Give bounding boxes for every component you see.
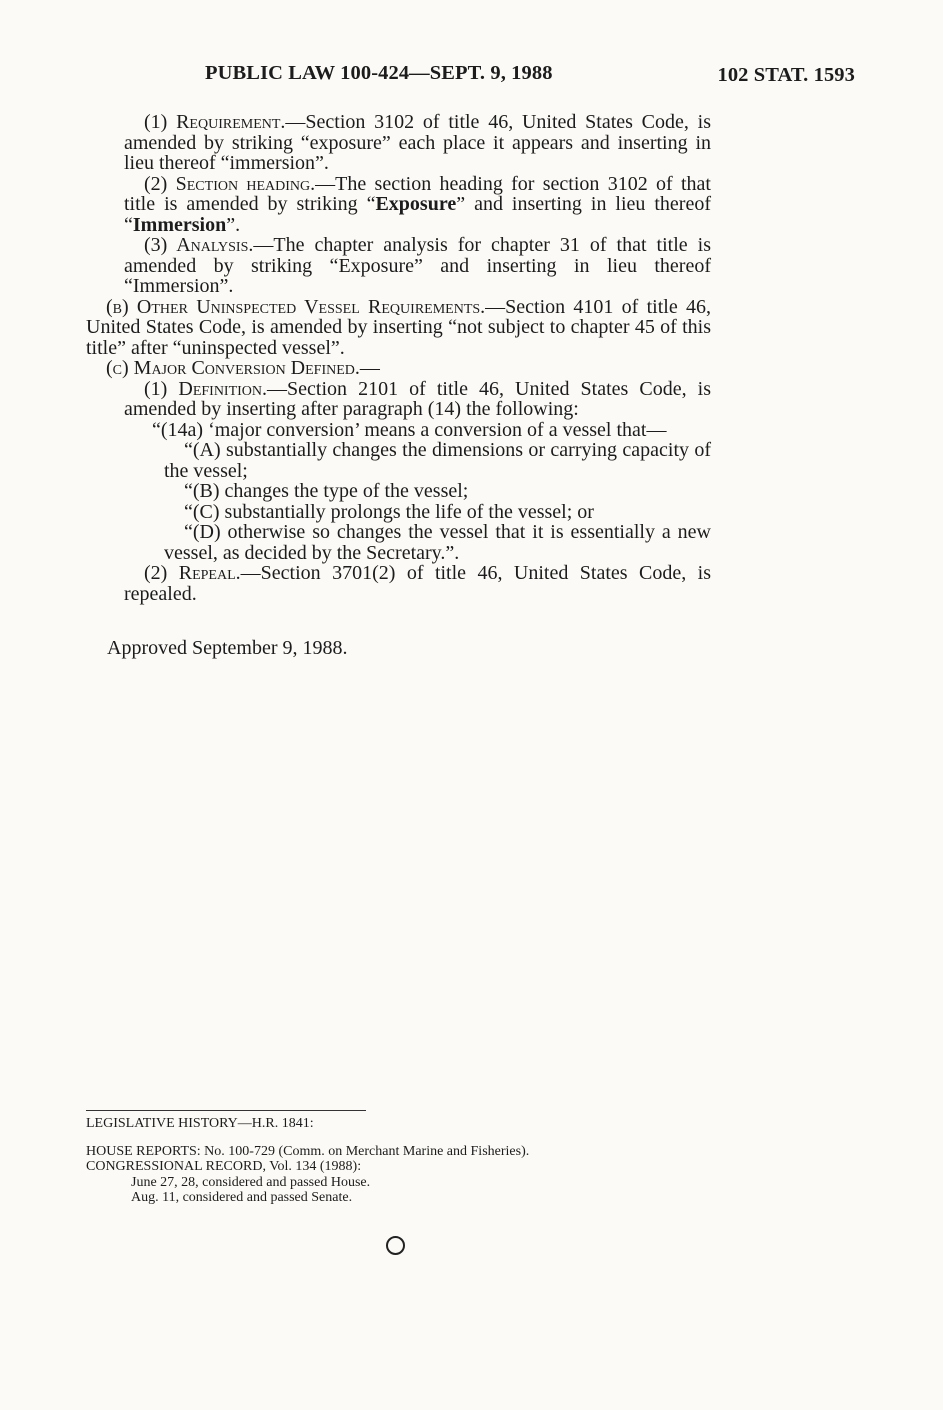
- definition-14a: “(14a) ‘major conversion’ means a conversion of a vessel that—: [152, 418, 667, 441]
- record-entry-june: June 27, 28, considered and passed House.: [131, 1174, 371, 1190]
- definition-clause-d: “(D) otherwise so changes the vessel that it is essentially a new vessel, as decided by the Secretary.”.: [164, 521, 711, 564]
- subsection-heading: (c) Major Conversion Defined.: [106, 357, 360, 379]
- record-entry-aug: Aug. 11, considered and passed Senate.: [131, 1190, 353, 1205]
- definition-clause-b: “(B) changes the type of the vessel;: [184, 480, 469, 502]
- definition-clause-a: “(A) substantially changes the dimensions or carrying capacity of the vessel;: [164, 439, 711, 482]
- spacer: [86, 1132, 706, 1144]
- paragraph-text: ” and inserting in lieu thereof “: [124, 193, 711, 236]
- paragraph-requirement: [86, 112, 711, 174]
- paragraph-heading: (1) Definition.: [144, 377, 268, 400]
- paragraph-text: —The chapter analysis for chapter 31 of that title is amended by striking “Exposure” and inserting in lieu thereof “Immersion”.: [124, 234, 711, 297]
- page-header: [205, 62, 855, 90]
- subsection-c: [86, 358, 711, 379]
- paragraph-heading: (2) Repeal.: [144, 562, 241, 584]
- subsection-heading: (b) Other Uninspected Vessel Requirements.: [106, 295, 486, 318]
- statute-page-number: 102 STAT. 1593: [717, 64, 855, 86]
- paragraph-section-heading: [86, 174, 711, 236]
- congressional-record: CONGRESSIONAL RECORD, Vol. 134 (1988):: [86, 1159, 362, 1174]
- definition-clause-c: “(C) substantially prolongs the life of the vessel; or: [184, 500, 594, 523]
- subsection-text: —Section 4101 of title 46, United States Code, is amended by inserting “not subject to chapter 45 of this title” after “uninspected vessel”.: [86, 295, 711, 359]
- paragraph-heading: (2) Section heading.: [144, 172, 316, 195]
- paragraph-text: —Section 3701(2) of title 46, United States Code, is repealed.: [124, 562, 711, 605]
- paragraph-analysis: [86, 235, 711, 297]
- subsection-text: —: [359, 357, 380, 379]
- approval-date: Approved September 9, 1988.: [107, 637, 348, 659]
- paragraph-repeal: [86, 563, 711, 604]
- document-body: [86, 112, 711, 604]
- paragraph-text: ”.: [226, 213, 241, 236]
- end-of-document-circle-icon: [386, 1236, 405, 1255]
- paragraph-text: —Section 2101 of title 46, United States Code, is amended by inserting after paragraph (14) the following:: [124, 377, 711, 420]
- law-title: PUBLIC LAW 100-424—SEPT. 9, 1988: [205, 62, 553, 84]
- footnote-divider: [86, 1110, 366, 1111]
- bold-term: Exposure: [375, 193, 457, 215]
- house-reports: HOUSE REPORTS: No. 100-729 (Comm. on Merchant Marine and Fisheries).: [86, 1143, 530, 1159]
- paragraph-text: —Section 3102 of title 46, United States Code, is amended by striking “exposure” each place it appears and inserting in lieu thereof “immersion”.: [124, 111, 711, 174]
- paragraph-text: —The section heading for section 3102 of that title is amended by striking “: [124, 172, 711, 215]
- paragraph-heading: (1) Requirement.: [144, 111, 286, 133]
- legislative-history-title: LEGISLATIVE HISTORY—H.R. 1841:: [86, 1116, 314, 1131]
- bold-term: Immersion: [132, 213, 227, 236]
- paragraph-definition: [86, 379, 711, 420]
- legislative-history: [86, 1116, 706, 1206]
- subsection-b: [86, 297, 711, 359]
- paragraph-heading: (3) Analysis.: [144, 234, 254, 256]
